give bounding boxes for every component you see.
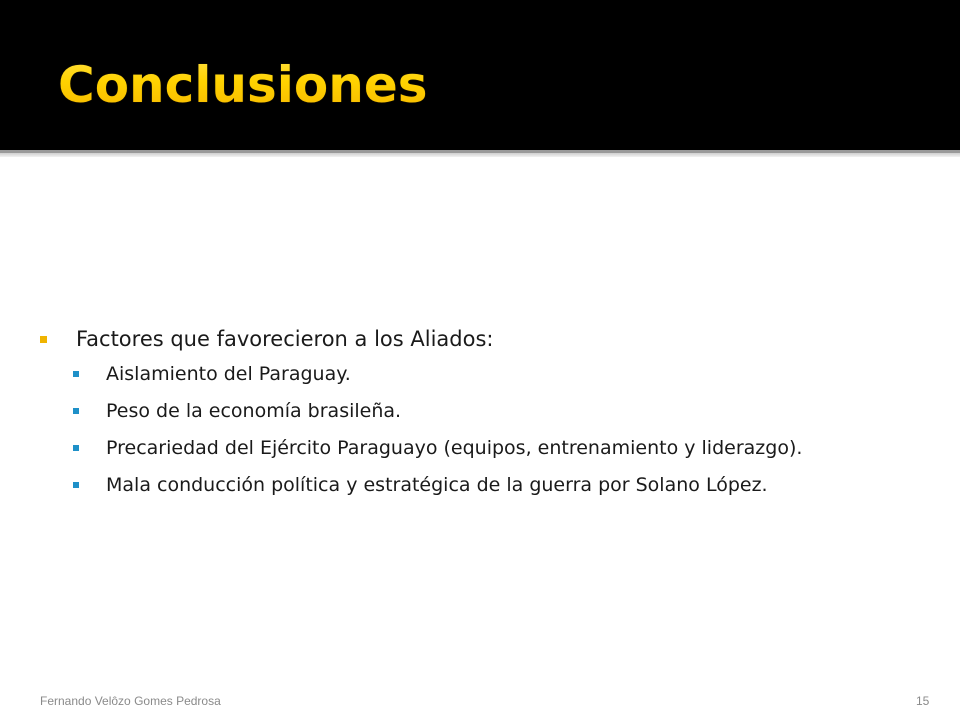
bullet-item-level2 <box>73 397 920 425</box>
title-bar <box>0 0 960 150</box>
bullet-text: Peso de la economía brasileña. <box>106 400 402 422</box>
bullet-item-level2 <box>73 434 920 462</box>
bullet-item-level2 <box>73 471 920 499</box>
square-bullet-icon <box>73 408 79 414</box>
bullet-item-level2 <box>73 360 920 388</box>
title-divider-highlight <box>0 153 960 157</box>
footer-author: Fernando Velôzo Gomes Pedrosa <box>40 694 221 708</box>
square-bullet-icon <box>73 482 79 488</box>
bullet-text: Aislamiento del Paraguay. <box>106 363 351 385</box>
bullet-text: Factores que favorecieron a los Aliados: <box>76 327 494 351</box>
bullet-text: Mala conducción política y estratégica de la guerra por Solano López. <box>106 474 768 496</box>
square-bullet-icon <box>73 371 79 377</box>
slide-number: 15 <box>916 694 930 708</box>
bullet-item-level1 <box>40 324 920 354</box>
square-bullet-icon <box>40 336 47 343</box>
bullet-list <box>40 324 920 508</box>
bullet-text: Precariedad del Ejército Paraguayo (equipos, entrenamiento y liderazgo). <box>106 437 803 459</box>
slide-title: Conclusiones <box>58 50 428 120</box>
square-bullet-icon <box>73 445 79 451</box>
